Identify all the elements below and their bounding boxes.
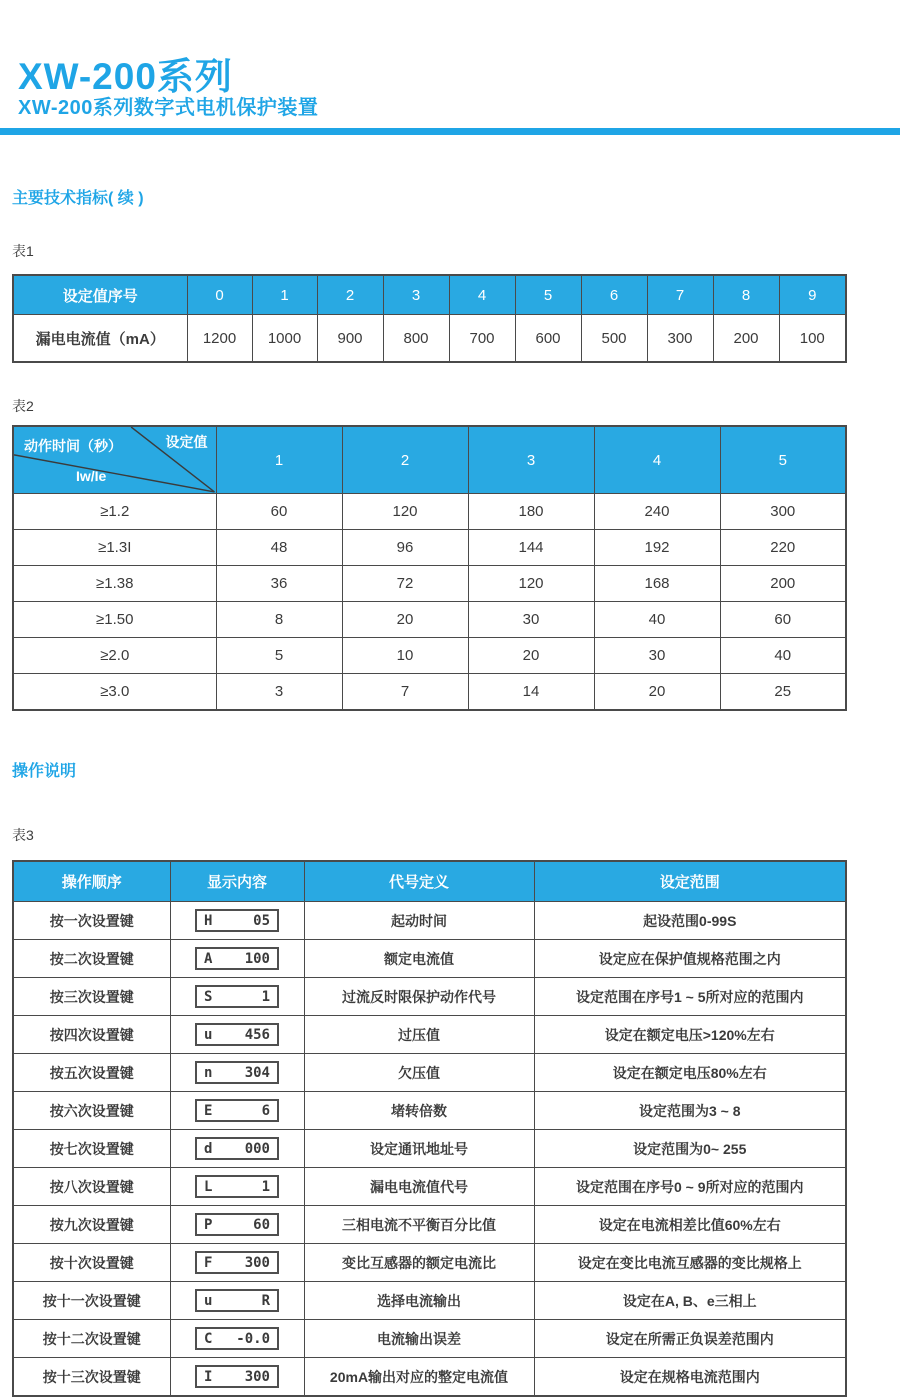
table1-value-row	[13, 315, 846, 363]
display-cell	[170, 1320, 304, 1358]
table2-cell: 240	[594, 494, 720, 530]
table1-cell: 500	[581, 315, 647, 363]
table1-header-label: 设定值序号	[13, 275, 187, 315]
table1-cell: 900	[317, 315, 383, 363]
lcd-display	[195, 1175, 279, 1198]
definition-cell: 漏电电流值代号	[304, 1168, 534, 1206]
header-divider-bar	[0, 128, 900, 135]
lcd-value: 100	[244, 950, 270, 967]
table2-row	[13, 638, 846, 674]
table2-header-col: 4	[594, 426, 720, 494]
step-cell: 按三次设置键	[13, 978, 170, 1016]
step-cell: 按一次设置键	[13, 902, 170, 940]
table3-operation-steps	[12, 860, 847, 1397]
table2-cell: 72	[342, 566, 468, 602]
table2-row-label: ≥1.50	[13, 602, 216, 638]
page-title: XW-200系列	[18, 56, 233, 97]
table1-cell: 600	[515, 315, 581, 363]
table2-cell: 48	[216, 530, 342, 566]
lcd-value: 1	[261, 1178, 270, 1195]
table3-row	[13, 1358, 846, 1397]
table1-cell: 100	[779, 315, 846, 363]
table2-cell: 300	[720, 494, 846, 530]
definition-cell: 设定通讯地址号	[304, 1130, 534, 1168]
lcd-value: R	[261, 1292, 270, 1309]
display-cell	[170, 1016, 304, 1054]
table1-header-index: 0	[187, 275, 252, 315]
table2-cell: 30	[468, 602, 594, 638]
display-cell	[170, 940, 304, 978]
range-cell: 设定应在保护值规格范围之内	[534, 940, 846, 978]
range-cell: 设定在电流相差比值60%左右	[534, 1206, 846, 1244]
doc-header	[0, 0, 900, 119]
table2-cell: 144	[468, 530, 594, 566]
table1-header-index: 8	[713, 275, 779, 315]
lcd-code: F	[204, 1254, 213, 1271]
table2-cell: 200	[720, 566, 846, 602]
lcd-code: E	[204, 1102, 213, 1119]
table2-cell: 3	[216, 674, 342, 711]
table2-row	[13, 602, 846, 638]
table2-cell: 30	[594, 638, 720, 674]
table3-row	[13, 1168, 846, 1206]
step-cell: 按二次设置键	[13, 940, 170, 978]
lcd-value: -0.0	[236, 1330, 270, 1347]
table2-cell: 40	[594, 602, 720, 638]
table3-header-display: 显示内容	[170, 861, 304, 902]
corner-top-left-label: 动作时间（秒）	[24, 438, 122, 454]
definition-cell: 变比互感器的额定电流比	[304, 1244, 534, 1282]
table1-header-row	[13, 275, 846, 315]
table1-header-index: 5	[515, 275, 581, 315]
display-cell	[170, 1092, 304, 1130]
step-cell: 按五次设置键	[13, 1054, 170, 1092]
definition-cell: 欠压值	[304, 1054, 534, 1092]
lcd-code: L	[204, 1178, 213, 1195]
lcd-value: 6	[261, 1102, 270, 1119]
table3-row	[13, 1282, 846, 1320]
table3-row	[13, 1016, 846, 1054]
step-cell: 按八次设置键	[13, 1168, 170, 1206]
display-cell	[170, 1168, 304, 1206]
lcd-display	[195, 1137, 279, 1160]
table3-row	[13, 1206, 846, 1244]
corner-top-right-label: 设定值	[165, 434, 208, 450]
range-cell: 设定在A, B、e三相上	[534, 1282, 846, 1320]
display-cell	[170, 1130, 304, 1168]
lcd-code: d	[204, 1140, 213, 1157]
lcd-code: u	[204, 1292, 213, 1309]
definition-cell: 20mA输出对应的整定电流值	[304, 1358, 534, 1397]
table1-row-label: 漏电电流值（mA）	[13, 315, 187, 363]
table1-cell: 1000	[252, 315, 317, 363]
table2-cell: 120	[342, 494, 468, 530]
table2-row	[13, 566, 846, 602]
table2-cell: 40	[720, 638, 846, 674]
table2-header-col: 1	[216, 426, 342, 494]
lcd-value: 304	[244, 1064, 270, 1081]
lcd-value: 300	[244, 1254, 270, 1271]
table3-header-step: 操作顺序	[13, 861, 170, 902]
table1-cell: 800	[383, 315, 449, 363]
lcd-display	[195, 1099, 279, 1122]
range-cell: 设定范围为3 ~ 8	[534, 1092, 846, 1130]
table2-row-label: ≥3.0	[13, 674, 216, 711]
display-cell	[170, 1206, 304, 1244]
lcd-code: u	[204, 1026, 213, 1043]
table1-cell: 200	[713, 315, 779, 363]
table2-cell: 8	[216, 602, 342, 638]
lcd-display	[195, 985, 279, 1008]
lcd-display	[195, 1365, 279, 1388]
lcd-value: 300	[244, 1368, 270, 1385]
lcd-display	[195, 909, 279, 932]
table2-row	[13, 674, 846, 711]
definition-cell: 额定电流值	[304, 940, 534, 978]
table3-row	[13, 940, 846, 978]
step-cell: 按九次设置键	[13, 1206, 170, 1244]
range-cell: 设定范围在序号1 ~ 5所对应的范围内	[534, 978, 846, 1016]
step-cell: 按十三次设置键	[13, 1358, 170, 1397]
definition-cell: 起动时间	[304, 902, 534, 940]
lcd-display	[195, 1251, 279, 1274]
table3-row	[13, 1130, 846, 1168]
table2-cell: 96	[342, 530, 468, 566]
table2-cell: 60	[720, 602, 846, 638]
display-cell	[170, 902, 304, 940]
table1-cell: 700	[449, 315, 515, 363]
range-cell: 设定在额定电压80%左右	[534, 1054, 846, 1092]
table1-label: 表1	[12, 243, 34, 259]
table3-row	[13, 1320, 846, 1358]
table2-cell: 220	[720, 530, 846, 566]
table3-header-definition: 代号定义	[304, 861, 534, 902]
table2-label: 表2	[12, 398, 34, 414]
table2-row	[13, 530, 846, 566]
lcd-value: 05	[253, 912, 270, 929]
table3-header-row	[13, 861, 846, 902]
corner-bottom-left-label: Iw/Ie	[76, 468, 107, 484]
table3-label: 表3	[12, 827, 34, 843]
table2-cell: 36	[216, 566, 342, 602]
table3-row	[13, 902, 846, 940]
definition-cell: 过压值	[304, 1016, 534, 1054]
table2-row-label: ≥1.38	[13, 566, 216, 602]
table1-leakage-current	[12, 274, 847, 363]
table3-row	[13, 978, 846, 1016]
lcd-value: 000	[244, 1140, 270, 1157]
step-cell: 按十一次设置键	[13, 1282, 170, 1320]
table1-header-index: 3	[383, 275, 449, 315]
table3-row	[13, 1244, 846, 1282]
table2-cell: 14	[468, 674, 594, 711]
display-cell	[170, 1282, 304, 1320]
section-tech-specs-heading: 主要技术指标( 续 )	[12, 190, 144, 207]
step-cell: 按十次设置键	[13, 1244, 170, 1282]
table2-row-label: ≥2.0	[13, 638, 216, 674]
lcd-value: 1	[261, 988, 270, 1005]
table1-header-index: 4	[449, 275, 515, 315]
step-cell: 按七次设置键	[13, 1130, 170, 1168]
display-cell	[170, 978, 304, 1016]
lcd-display	[195, 1061, 279, 1084]
table2-header-row	[13, 426, 846, 494]
display-cell	[170, 1244, 304, 1282]
definition-cell: 堵转倍数	[304, 1092, 534, 1130]
table2-cell: 120	[468, 566, 594, 602]
table2-cell: 20	[468, 638, 594, 674]
display-cell	[170, 1054, 304, 1092]
table1-cell: 300	[647, 315, 713, 363]
table2-cell: 60	[216, 494, 342, 530]
range-cell: 设定在额定电压>120%左右	[534, 1016, 846, 1054]
table2-cell: 168	[594, 566, 720, 602]
table2-row-label: ≥1.2	[13, 494, 216, 530]
table2-cell: 20	[342, 602, 468, 638]
definition-cell: 电流输出误差	[304, 1320, 534, 1358]
table2-cell: 7	[342, 674, 468, 711]
table3-row	[13, 1092, 846, 1130]
lcd-display	[195, 1023, 279, 1046]
page-content	[0, 185, 900, 1397]
lcd-code: H	[204, 912, 213, 929]
table2-action-time	[12, 425, 847, 711]
table2-header-col: 3	[468, 426, 594, 494]
lcd-value: 456	[244, 1026, 270, 1043]
lcd-code: I	[204, 1368, 213, 1385]
table2-corner-cell	[13, 426, 216, 494]
definition-cell: 三相电流不平衡百分比值	[304, 1206, 534, 1244]
table2-cell: 5	[216, 638, 342, 674]
table3-header-range: 设定范围	[534, 861, 846, 902]
step-cell: 按四次设置键	[13, 1016, 170, 1054]
table1-header-index: 6	[581, 275, 647, 315]
table2-header-col: 2	[342, 426, 468, 494]
definition-cell: 过流反时限保护动作代号	[304, 978, 534, 1016]
range-cell: 起设范围0-99S	[534, 902, 846, 940]
lcd-display	[195, 1327, 279, 1350]
lcd-code: C	[204, 1330, 213, 1347]
table1-cell: 1200	[187, 315, 252, 363]
lcd-value: 60	[253, 1216, 270, 1233]
display-cell	[170, 1358, 304, 1397]
lcd-display	[195, 1213, 279, 1236]
table2-cell: 192	[594, 530, 720, 566]
lcd-code: P	[204, 1216, 213, 1233]
table2-row-label: ≥1.3I	[13, 530, 216, 566]
table3-row	[13, 1054, 846, 1092]
definition-cell: 选择电流输出	[304, 1282, 534, 1320]
table1-header-index: 7	[647, 275, 713, 315]
table2-cell: 180	[468, 494, 594, 530]
page-subtitle: XW-200系列数字式电机保护装置	[18, 97, 319, 119]
table1-header-index: 2	[317, 275, 383, 315]
table2-header-col: 5	[720, 426, 846, 494]
lcd-code: n	[204, 1064, 213, 1081]
range-cell: 设定范围为0~ 255	[534, 1130, 846, 1168]
table2-cell: 10	[342, 638, 468, 674]
step-cell: 按六次设置键	[13, 1092, 170, 1130]
lcd-display	[195, 947, 279, 970]
lcd-code: A	[204, 950, 213, 967]
range-cell: 设定在变比电流互感器的变比规格上	[534, 1244, 846, 1282]
table2-row	[13, 494, 846, 530]
range-cell: 设定在所需正负误差范围内	[534, 1320, 846, 1358]
step-cell: 按十二次设置键	[13, 1320, 170, 1358]
range-cell: 设定范围在序号0 ~ 9所对应的范围内	[534, 1168, 846, 1206]
lcd-display	[195, 1289, 279, 1312]
section-operation-heading: 操作说明	[12, 763, 77, 780]
lcd-code: S	[204, 988, 213, 1005]
table1-header-index: 9	[779, 275, 846, 315]
table2-cell: 25	[720, 674, 846, 711]
table2-cell: 20	[594, 674, 720, 711]
table1-header-index: 1	[252, 275, 317, 315]
range-cell: 设定在规格电流范围内	[534, 1358, 846, 1397]
